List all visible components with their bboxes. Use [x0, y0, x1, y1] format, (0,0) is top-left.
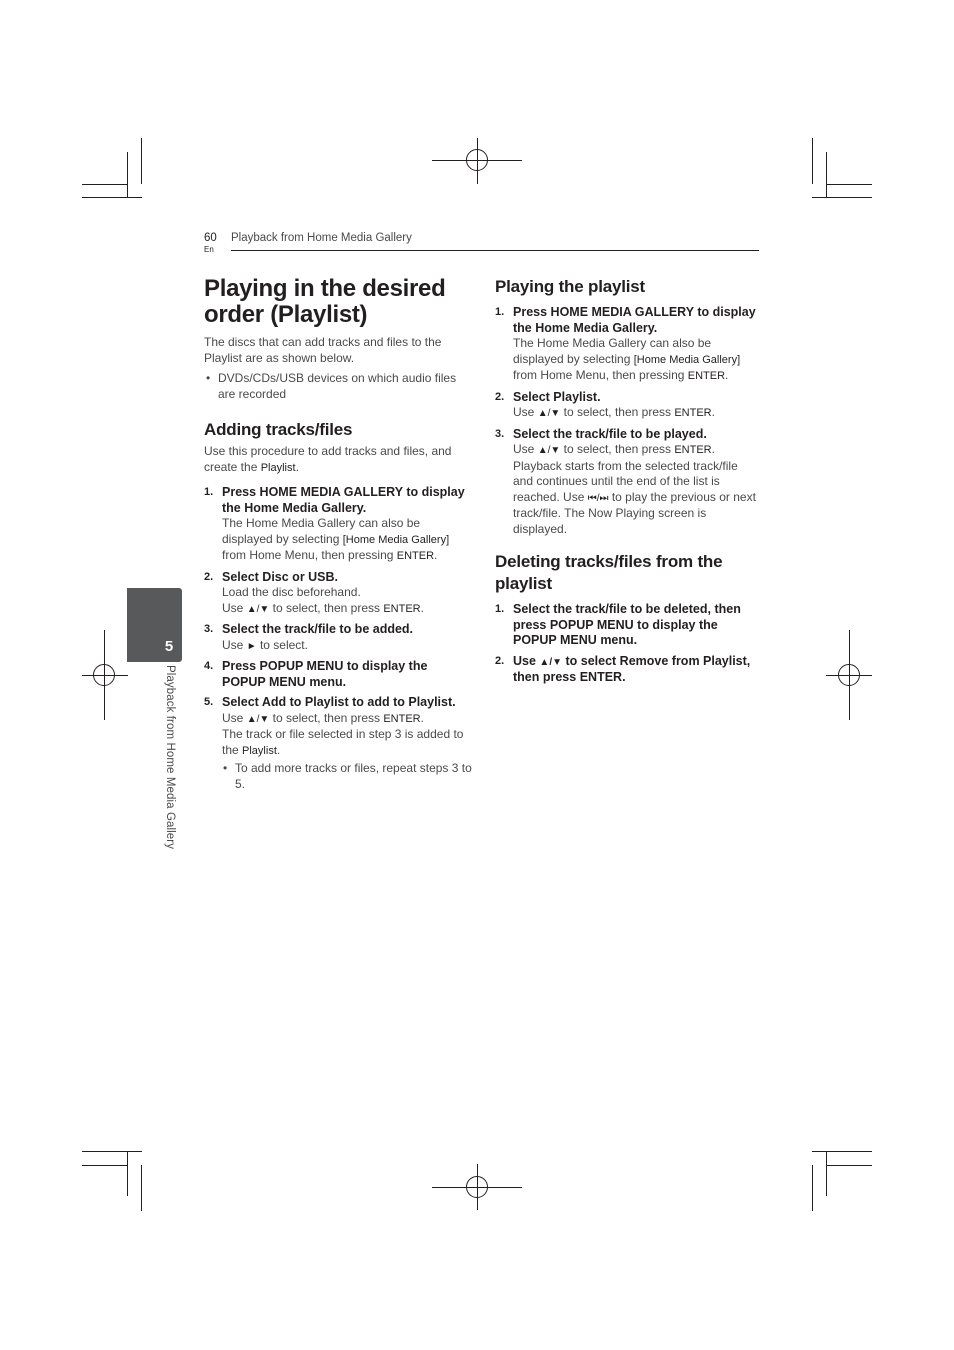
adding-steps [204, 485, 472, 792]
playing-steps [495, 305, 761, 537]
chapter-side-label: Playback from Home Media Gallery [164, 665, 176, 850]
adding-step-2: 2. Select Disc or USB. Load the disc beforehand. Use ▲/▼ to select, then press ENTER. [204, 569, 424, 615]
up-down-arrow-icon: ▲/▼ [246, 603, 270, 615]
playing-step-3: 3. Select the track/file to be played. Use ▲/▼ to select, then press ENTER. Playback starts from the selected track/file and continues until the end of the list is reached. Use ⏮/⏭ to play the previous or next track/file. The Now Playing screen is displayed. [495, 426, 756, 536]
deleting-step-1: 1. Select the track/file to be deleted, then press POPUP MENU to display the POPUP MENU menu. [495, 602, 741, 647]
adding-step-1: 1. Press HOME MEDIA GALLERY to display the Home Media Gallery. The Home Media Gallery can also be displayed by selecting [Home Media Gallery] from Home Menu, then pressing ENTER. [204, 485, 465, 562]
up-down-arrow-icon: ▲/▼ [539, 656, 562, 668]
language-code: En [204, 245, 214, 254]
adding-heading: Adding tracks/files [204, 420, 353, 439]
repeat-note: • To add more tracks or files, repeat steps 3 to 5. [222, 761, 472, 792]
adding-step-4: 4. Press POPUP MENU to display the POPUP MENU menu. [204, 659, 428, 689]
intro-bullet: • DVDs/CDs/USB devices on which audio files are recorded [204, 371, 472, 402]
adding-step-5: 5. Select Add to Playlist to add to Playlist. Use ▲/▼ to select, then press ENTER. The track or file selected in step 3 is added to the Playlist. • To add more tracks or files, repeat steps 3 to 5. [204, 695, 472, 792]
header-rule [231, 250, 759, 251]
up-down-arrow-icon: ▲/▼ [537, 408, 561, 419]
page-title: Playing in the desired order (Playlist) [204, 275, 446, 328]
deleting-steps [495, 602, 761, 686]
right-column [495, 276, 761, 686]
skip-prev-next-icon: ⏮/⏭ [587, 492, 609, 504]
adding-step-3: 3. Select the track/file to be added. Use ► to select. [204, 622, 414, 652]
section-title: Playback from Home Media Gallery [231, 232, 412, 244]
page-number: 60 [204, 232, 217, 244]
deleting-heading: Deleting tracks/files from the playlist [495, 552, 723, 593]
up-down-arrow-icon: ▲/▼ [537, 445, 561, 456]
chapter-number: 5 [164, 638, 174, 655]
intro-text: The discs that can add tracks and files to the Playlist are as shown below. [204, 335, 442, 365]
left-column [204, 276, 472, 792]
playing-step-1: 1. Press HOME MEDIA GALLERY to display the Home Media Gallery. The Home Media Gallery can also be displayed by selecting [Home Media Gallery] from Home Menu, then pressing ENTER. [495, 305, 756, 382]
playing-heading: Playing the playlist [495, 277, 645, 296]
right-arrow-icon: ► [246, 640, 257, 652]
deleting-step-2: 2. Use ▲/▼ to select Remove from Playlist, then press ENTER. [495, 653, 751, 684]
playing-step-2: 2. Select Playlist. Use ▲/▼ to select, then press ENTER. [495, 389, 715, 419]
up-down-arrow-icon: ▲/▼ [246, 713, 270, 725]
adding-intro: Use this procedure to add tracks and files, and create the Playlist. [204, 444, 452, 474]
